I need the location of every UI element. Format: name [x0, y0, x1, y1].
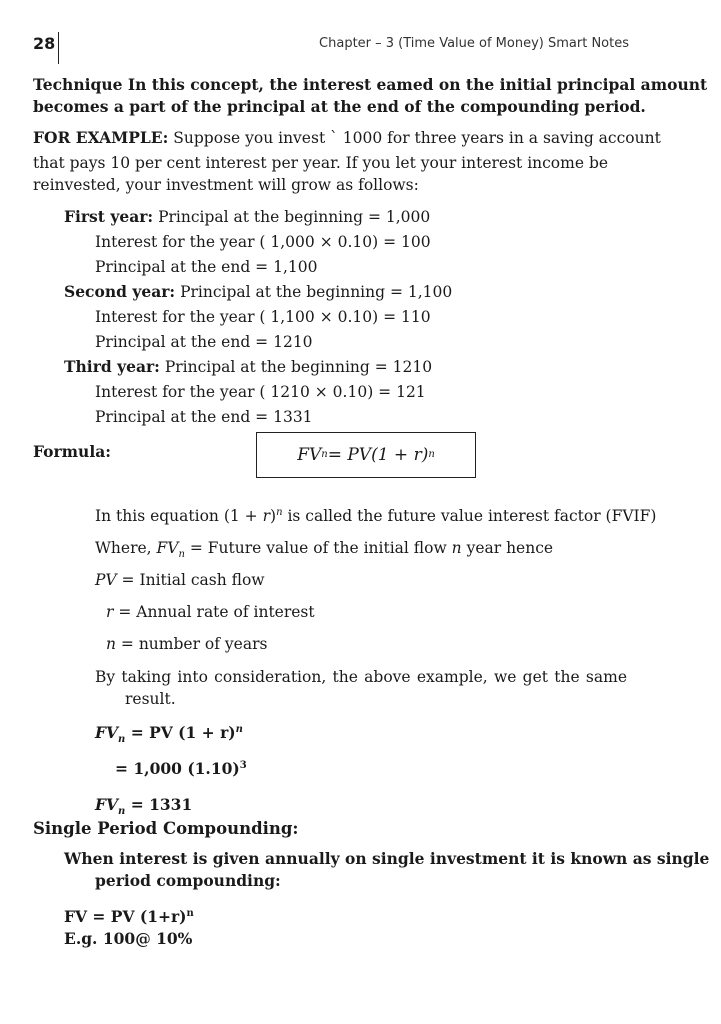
year-interest: Interest for the year ( 1,100 × 0.10) = 110 [95, 308, 431, 326]
year-end: Principal at the end = 1,100 [95, 258, 318, 276]
running-title: Chapter – 3 (Time Value of Money) Smart Notes [319, 36, 629, 51]
worked-eq2 [95, 758, 247, 794]
year-label: Second year: [64, 282, 176, 301]
fv-symbol: FV [95, 723, 119, 742]
pv-symbol: PV [95, 571, 117, 589]
formula-label: Formula: [33, 442, 111, 461]
example-text: Suppose you invest ` 1000 for three years in a saving account [168, 129, 661, 147]
year-end: Principal at the end = 1331 [95, 408, 313, 426]
worked-eq2-sup: 3 [239, 759, 247, 771]
year-end: Principal at the end = 1210 [95, 333, 313, 351]
year-interest: Interest for the year ( 1210 × 0.10) = 121 [95, 383, 426, 401]
section-heading: Single Period Compounding: [33, 819, 299, 838]
worked-eq1 [95, 722, 247, 758]
fv-symbol: FV [95, 795, 119, 814]
n-symbol: n [106, 635, 116, 653]
worked-eq1-sup: n [235, 723, 243, 735]
year-breakdown [64, 206, 452, 431]
intro-paragraph [33, 74, 708, 118]
r-symbol: r [106, 603, 114, 621]
pv-line [95, 569, 656, 601]
year-interest: Interest for the year ( 1,000 × 0.10) = 100 [95, 233, 431, 251]
fv-sub: n [118, 734, 126, 746]
fvif-text: ) [270, 507, 277, 525]
intro-line: Technique In this concept, the interest eamed on the initial principal amount [33, 75, 708, 94]
example-paragraph [33, 127, 661, 196]
formula-box: FV n = PV(1 + r) n [256, 432, 476, 478]
fvif-text: is called the future value interest factor (FVIF) [282, 507, 657, 525]
explanation [95, 505, 656, 710]
year-label: First year: [64, 207, 154, 226]
page-number: 28 [33, 34, 56, 53]
year-beginning: Principal at the beginning = 1210 [159, 358, 433, 376]
example-text: reinvested, your investment will grow as follows: [33, 176, 419, 194]
fv-definition: = Future value of the initial flow [184, 539, 452, 557]
single-line: When interest is given annually on single investment it is known as single [64, 849, 710, 868]
single-formula-text: FV = PV (1+r) [64, 907, 187, 926]
example-text: that pays 10 per cent interest per year. If you let your interest income be [33, 154, 609, 172]
where-text: Where, [95, 539, 157, 557]
worked-solution [95, 722, 247, 816]
fv-n: n [451, 539, 462, 557]
fvif-r: r [262, 507, 271, 525]
fvif-text: In this equation (1 + [95, 507, 263, 525]
example-label: FOR EXAMPLE: [33, 128, 169, 147]
formula-rhs: = PV(1 + r) [327, 445, 429, 465]
year-beginning: Principal at the beginning = 1,100 [175, 283, 453, 301]
consider-line: By taking into consideration, the above example, we get the same [95, 668, 627, 686]
worked-eq3-rhs: = 1331 [125, 795, 193, 814]
page-header [0, 0, 721, 60]
worked-eq2-text: = 1,000 (1.10) [115, 759, 240, 778]
single-formula [64, 906, 194, 950]
r-line [95, 601, 656, 633]
worked-eq1-rhs: = PV (1 + r) [125, 723, 236, 742]
year-label: Third year: [64, 357, 160, 376]
n-line [95, 633, 656, 665]
single-example: E.g. 100@ 10% [64, 929, 193, 948]
worked-eq3 [95, 794, 247, 816]
fvif-sup: n [276, 506, 283, 518]
fv-sub: n [178, 549, 185, 561]
year-beginning: Principal at the beginning = 1,000 [153, 208, 431, 226]
n-definition: = number of years [115, 635, 268, 653]
pv-definition: = Initial cash flow [116, 571, 265, 589]
consider-line: result. [125, 690, 176, 708]
single-line: period compounding: [95, 871, 281, 890]
formula-lhs: FV [297, 445, 322, 465]
fv-sub: n [118, 806, 126, 818]
where-line [95, 537, 656, 569]
header-divider [58, 32, 59, 64]
single-formula-line [64, 906, 194, 928]
single-period-text [64, 848, 709, 892]
r-definition: = Annual rate of interest [113, 603, 315, 621]
fv-symbol: FV [156, 539, 179, 557]
intro-line: becomes a part of the principal at the end of the compounding period. [33, 97, 646, 116]
fv-definition: year hence [461, 539, 554, 557]
single-formula-sup: n [186, 907, 194, 919]
fvif-line [95, 505, 656, 537]
